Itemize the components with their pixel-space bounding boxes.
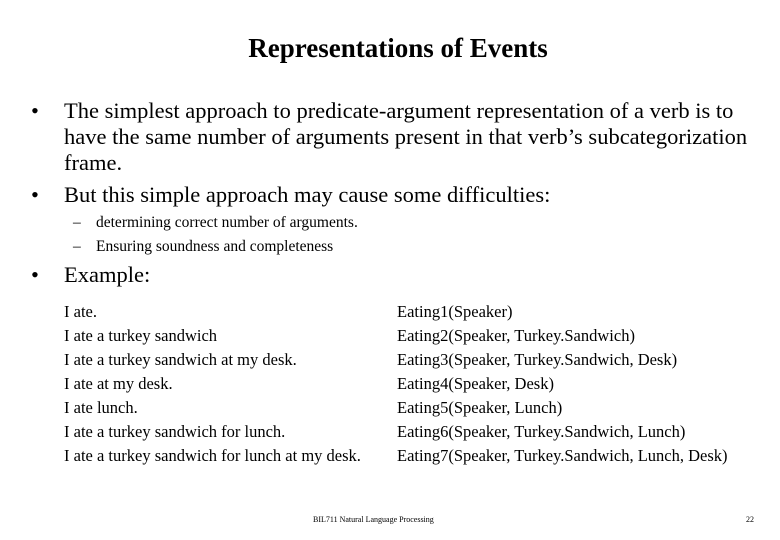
bullet-text: The simplest approach to predicate-argument representation of a verb is to have the same number of arguments present in that verb’s subcategorization frame. (64, 98, 748, 175)
bullet-example (31, 262, 761, 288)
sub-bullet-argument-count (73, 214, 753, 232)
example-label: Example: (64, 262, 151, 287)
table-row (64, 372, 728, 396)
example-representation: Eating1(Speaker) (397, 302, 513, 321)
example-representation: Eating7(Speaker, Turkey.Sandwich, Lunch, Desk) (397, 446, 728, 465)
sub-bullet-marker: – (73, 214, 81, 231)
example-representation: Eating3(Speaker, Turkey.Sandwich, Desk) (397, 350, 678, 369)
footer-course: BIL711 Natural Language Processing (313, 515, 434, 524)
example-sentence: I ate a turkey sandwich for lunch at my desk. (64, 446, 361, 465)
table-row (64, 396, 728, 420)
table-row (64, 324, 728, 348)
example-representation: Eating2(Speaker, Turkey.Sandwich) (397, 326, 635, 345)
example-representation: Eating5(Speaker, Lunch) (397, 398, 563, 417)
example-representation: Eating6(Speaker, Turkey.Sandwich, Lunch) (397, 422, 686, 441)
bullet-marker: • (31, 98, 39, 123)
example-table (64, 300, 728, 468)
table-row (64, 444, 728, 468)
slide-title: Representations of Events (248, 33, 548, 63)
bullet-marker: • (31, 262, 39, 287)
example-sentence: I ate a turkey sandwich at my desk. (64, 350, 297, 369)
table-row (64, 348, 728, 372)
sub-bullet-soundness (73, 238, 753, 256)
bullet-difficulties (31, 182, 761, 208)
sub-bullet-text: determining correct number of arguments. (96, 214, 358, 231)
sub-bullet-text: Ensuring soundness and completeness (96, 238, 334, 255)
table-row (64, 420, 728, 444)
example-sentence: I ate a turkey sandwich (64, 326, 218, 345)
example-sentence: I ate a turkey sandwich for lunch. (64, 422, 286, 441)
page-number: 22 (746, 515, 754, 524)
sub-bullet-marker: – (73, 238, 81, 255)
example-sentence: I ate at my desk. (64, 374, 173, 393)
bullet-marker: • (31, 182, 39, 207)
bullet-text: But this simple approach may cause some difficulties: (64, 182, 551, 207)
example-sentence: I ate lunch. (64, 398, 138, 417)
example-representation: Eating4(Speaker, Desk) (397, 374, 554, 393)
bullet-simplest-approach (31, 98, 761, 176)
example-sentence: I ate. (64, 302, 97, 321)
table-row (64, 300, 728, 324)
